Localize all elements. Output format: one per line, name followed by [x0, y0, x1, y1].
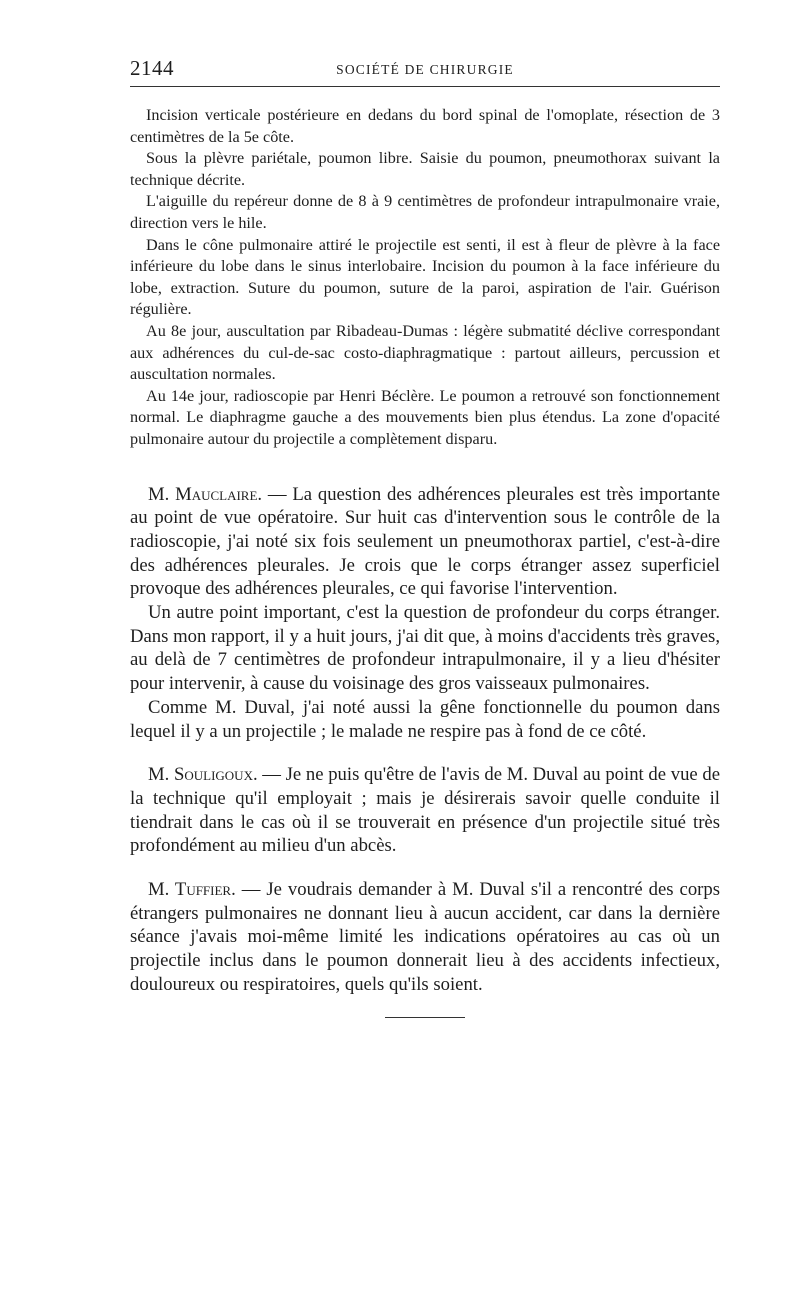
case-report-paragraph: Dans le cône pulmonaire attiré le projectile est senti, il est à fleur de plèvre à la face inférieure du lobe dans le sinus interlobaire. Incision du poumon à la face inférieure du lobe, extraction. Suture du poumon, suture de la paroi, aspiration de l'air. Guérison régulière. — [130, 235, 720, 319]
spacer — [130, 463, 720, 483]
page — [130, 52, 720, 1018]
spacer — [130, 858, 720, 878]
header-rule — [130, 86, 720, 87]
case-report — [130, 105, 720, 451]
speaker-name: M. Tuffier. — [148, 879, 236, 901]
case-report-paragraph: Incision verticale postérieure en dedans du bord spinal de l'omoplate, résection de 3 centimètres de la 5e côte. — [130, 106, 720, 146]
end-rule — [385, 1017, 465, 1018]
running-head: SOCIÉTÉ DE CHIRURGIE — [336, 62, 514, 77]
page-number: 2144 — [130, 56, 174, 80]
discussion — [130, 463, 720, 997]
case-report-paragraph: Sous la plèvre pariétale, poumon libre. Saisie du poumon, pneumothorax suivant la technique décrite. — [130, 149, 720, 189]
mauclaire-paragraph: Comme M. Duval, j'ai noté aussi la gêne fonctionnelle du poumon dans lequel il y a un projectile ; le malade ne respire pas à fond de ce côté. — [130, 696, 720, 742]
souligoux-paragraph — [130, 763, 720, 858]
remark-text: — Je voudrais demander à M. Duval s'il a rencontré des corps étrangers pulmonaires ne donnant lieu à aucun accident, car dans la dernière séance j'avais moi-même limité les indications opératoires au cas où un projectile inclus dans le poumon donnerait lieu à des accidents infectieux, douloureux ou respiratoires, quels qu'ils soient. — [130, 879, 721, 995]
remark-text: — La question des adhérences pleurales est très importante au point de vue opératoire. Sur huit cas d'intervention sous le contrôle de la radioscopie, j'ai noté six fois seulement un pneumothorax partiel, c'est-à-dire des adhérences pleurales. Je crois que le corps étranger assez superficiel provoque des adhérences pleurales, ce qui favorise l'intervention. — [130, 483, 721, 600]
page-header — [130, 52, 720, 86]
spacer — [130, 743, 720, 763]
case-report-paragraph: Au 8e jour, auscultation par Ribadeau-Dumas : légère submatité déclive correspondant aux adhérences du cul-de-sac costo-diaphragmatique : partout ailleurs, percussion et auscultation normales. — [130, 321, 720, 384]
mauclaire-paragraph — [130, 483, 720, 602]
mauclaire-paragraph: Un autre point important, c'est la question de profondeur du corps étranger. Dans mon rapport, il y a huit jours, j'ai dit que, à moins d'accidents très graves, au delà de 7 centimètres de profondeur intrapulmonaire, il y a lieu d'hésiter pour intervenir, à cause du voisinage des gros vaisseaux pulmonaires. — [130, 602, 720, 695]
tuffier-paragraph — [130, 878, 720, 997]
remark-text: — Je ne puis qu'être de l'avis de M. Duval au point de vue de la technique qu'il employait ; mais je désirerais savoir quelle conduite il tiendrait dans le cas où il se trouverait en présence d'un projectile situé très profondément au milieu d'un abcès. — [130, 764, 721, 857]
case-report-paragraph: L'aiguille du repéreur donne de 8 à 9 centimètres de profondeur intrapulmonaire vraie, direction vers le hile. — [130, 192, 720, 232]
speaker-name: M. Mauclaire. — [148, 483, 263, 505]
speaker-name: M. Souligoux. — [148, 764, 258, 786]
case-report-paragraph: Au 14e jour, radioscopie par Henri Béclère. Le poumon a retrouvé son fonctionnement normal. Le diaphragme gauche a des mouvements bien plus étendus. La zone d'opacité pulmonaire autour du projectile a complètement disparu. — [130, 386, 720, 448]
